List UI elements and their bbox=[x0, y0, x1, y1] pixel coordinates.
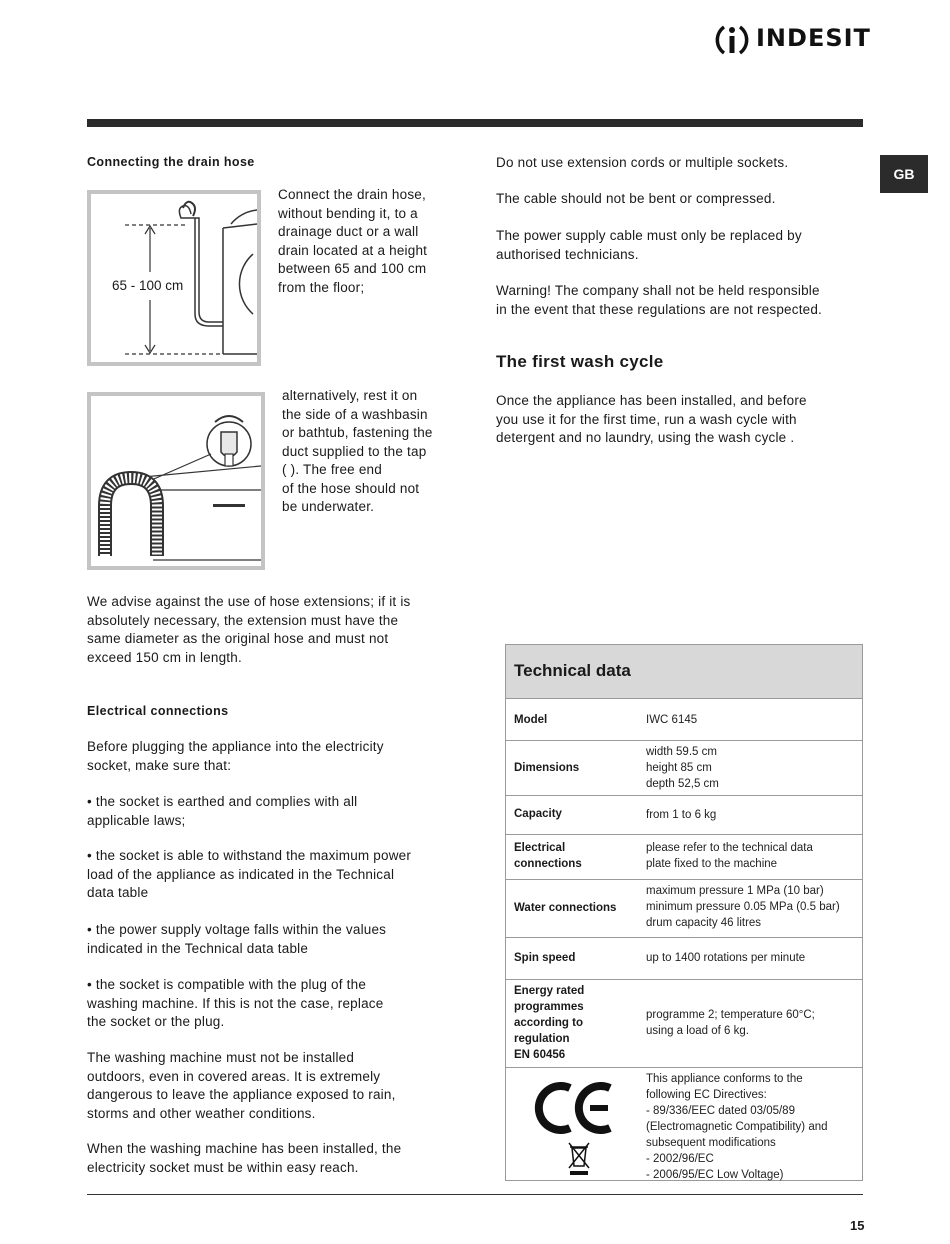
table-row-electrical bbox=[506, 835, 862, 880]
footer-rule bbox=[87, 1194, 863, 1195]
indesit-logo bbox=[712, 20, 871, 60]
hose-extension-text: We advise against the use of hose extensions; if it is absolutely necessary, the extension must have the same diameter as the original hose and must not exceed 150 cm in length. bbox=[87, 594, 411, 665]
drain-height-figure bbox=[87, 190, 261, 366]
row-label: Water connections bbox=[514, 902, 617, 914]
indesit-logo-icon bbox=[712, 20, 752, 60]
ce-directives-text: This appliance conforms to the following EC Directives: - 89/336/EEC dated 03/05/89 (Electromagnetic Compatibility) and subsequent modifications - 2002/96/EC - 2006/95/EC Low Voltage) bbox=[646, 1073, 828, 1181]
washbasin-figure bbox=[87, 392, 265, 570]
table-row-water bbox=[506, 880, 862, 938]
table-row-ce bbox=[506, 1068, 862, 1188]
language-tab: GB bbox=[880, 155, 928, 193]
technical-data-title: Technical data bbox=[514, 661, 631, 680]
washbasin-text: alternatively, rest it on the side of a washbasin or bathtub, fastening the duct supplied to the tap ( ). The free end of the hose should not be underwater. bbox=[282, 388, 433, 514]
technical-data-table bbox=[505, 644, 863, 1181]
weee-bin-icon bbox=[566, 1140, 592, 1176]
row-label: Dimensions bbox=[514, 762, 580, 774]
first-wash-text: Once the appliance has been installed, and before you use it for the first time, run a wash cycle with detergent and no laundry, using the wash cycle . bbox=[496, 393, 807, 445]
row-value: from 1 to 6 kg bbox=[646, 809, 717, 821]
extension-cords-text: Do not use extension cords or multiple sockets. bbox=[496, 155, 789, 170]
table-row-spin-speed bbox=[506, 938, 862, 980]
warning-text: Warning! The company shall not be held responsible in the event that these regulations are not respected. bbox=[496, 283, 823, 317]
bullet-plug: • the socket is compatible with the plug of the washing machine. If this is not the case, replace the socket or the plug. bbox=[87, 977, 384, 1029]
row-value: IWC 6145 bbox=[646, 714, 698, 726]
drain-height-label: 65 - 100 cm bbox=[112, 278, 184, 293]
electrical-intro: Before plugging the appliance into the electricity socket, make sure that: bbox=[87, 739, 384, 773]
table-row-energy bbox=[506, 980, 862, 1068]
page-number: 15 bbox=[850, 1218, 865, 1233]
washbasin-illustration bbox=[91, 396, 261, 566]
bullet-earthed: • the socket is earthed and complies with all applicable laws; bbox=[87, 794, 358, 828]
cable-bend-text: The cable should not be bent or compressed. bbox=[496, 191, 776, 206]
row-value: width 59.5 cm height 85 cm depth 52,5 cm bbox=[646, 746, 719, 790]
bullet-voltage: • the power supply voltage falls within the values indicated in the Technical data table bbox=[87, 922, 387, 956]
socket-reach-text: When the washing machine has been installed, the electricity socket must be within easy reach. bbox=[87, 1141, 402, 1175]
row-value: please refer to the technical data plate fixed to the machine bbox=[646, 842, 813, 870]
row-value: programme 2; temperature 60°C; using a load of 6 kg. bbox=[646, 1009, 815, 1037]
first-wash-heading: The first wash cycle bbox=[496, 352, 664, 371]
row-label: Spin speed bbox=[514, 952, 576, 964]
drain-hose-text: Connect the drain hose, without bending it, to a drainage duct or a wall drain located at a height between 65 and 100 cm from the floor; bbox=[278, 187, 428, 295]
row-value: maximum pressure 1 MPa (10 bar) minimum pressure 0.05 MPa (0.5 bar) drum capacity 46 litres bbox=[646, 885, 840, 929]
brand-name: INDESIT bbox=[756, 24, 871, 52]
row-label: Capacity bbox=[514, 808, 562, 820]
technical-data-header bbox=[506, 645, 862, 699]
outdoors-text: The washing machine must not be installed outdoors, even in covered areas. It is extremely dangerous to leave the appliance exposed to rain, storms and other weather conditions. bbox=[87, 1050, 396, 1121]
table-row-model bbox=[506, 699, 862, 741]
electrical-heading: Electrical connections bbox=[87, 704, 229, 718]
row-label: Model bbox=[514, 714, 548, 726]
table-row-dimensions bbox=[506, 741, 862, 796]
cable-replace-text: The power supply cable must only be replaced by authorised technicians. bbox=[496, 228, 802, 262]
row-label: Electrical connections bbox=[514, 842, 582, 870]
bullet-power-load: • the socket is able to withstand the maximum power load of the appliance as indicated in the Technical data table bbox=[87, 848, 412, 900]
table-row-capacity bbox=[506, 796, 862, 835]
header-rule bbox=[87, 119, 863, 127]
row-label: Energy rated programmes according to regulation EN 60456 bbox=[514, 985, 585, 1061]
drain-hose-heading: Connecting the drain hose bbox=[87, 155, 255, 169]
row-value: up to 1400 rotations per minute bbox=[646, 952, 806, 964]
